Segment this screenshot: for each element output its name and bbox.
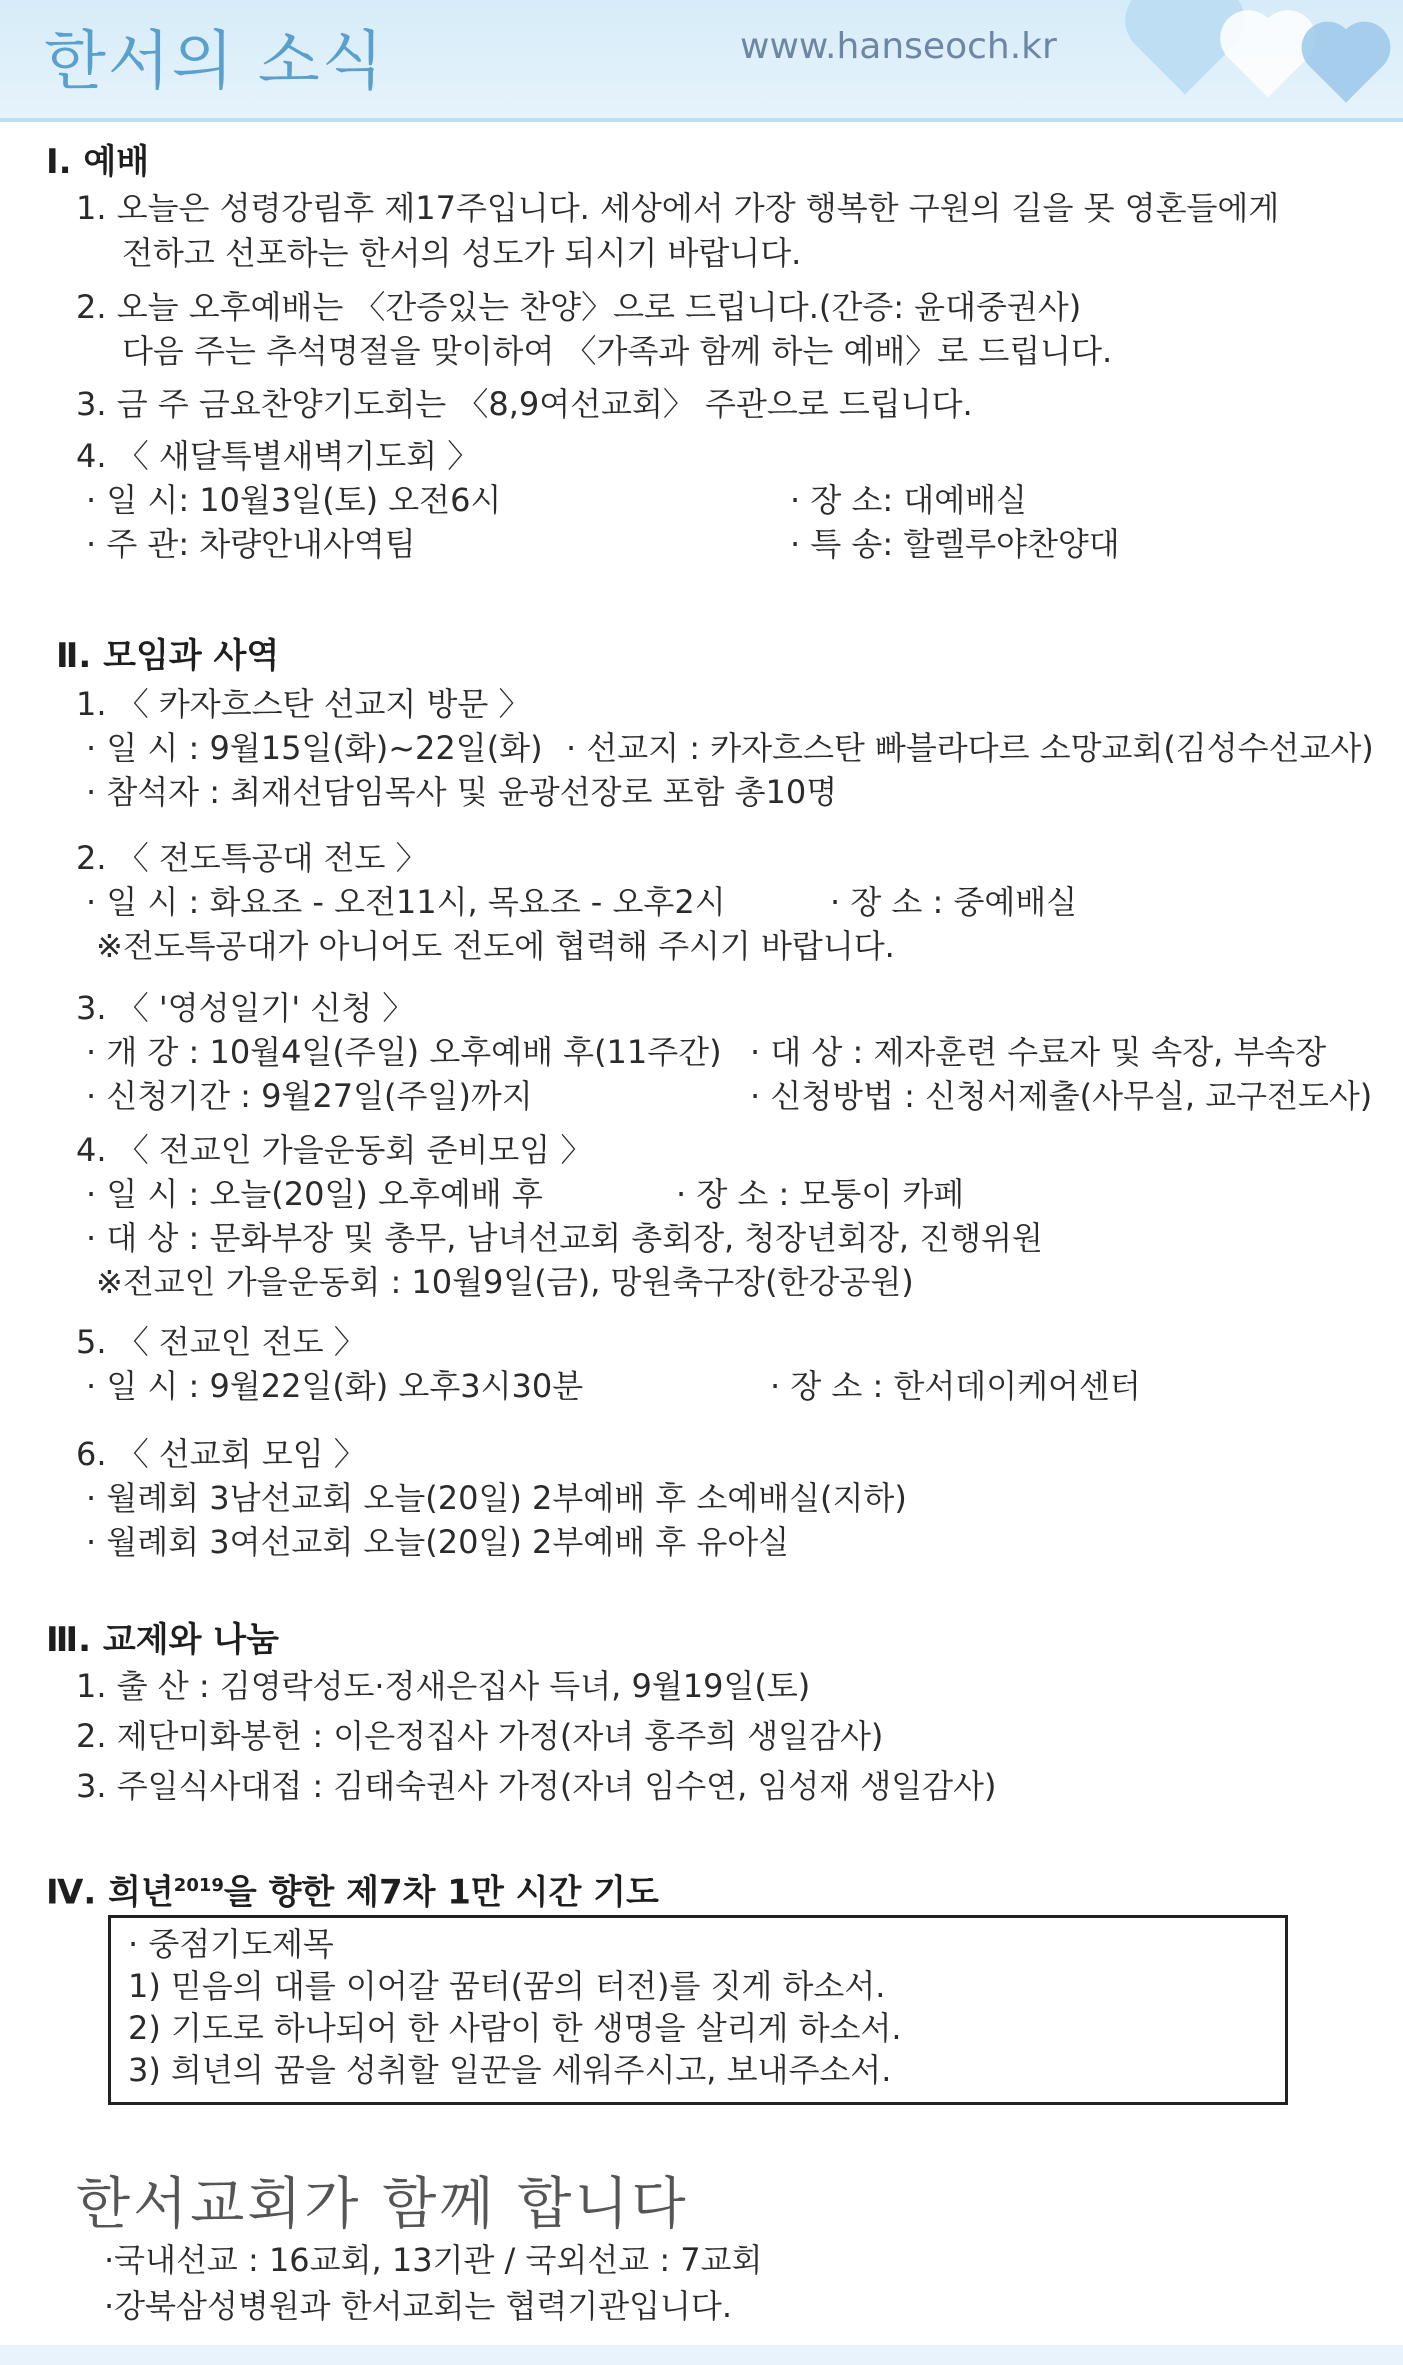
footer-missions: ·국내선교 : 16교회, 13기관 / 국외선교 : 7교회 <box>104 2241 763 2279</box>
worship-item-1: 1. 오늘은 성령강림후 제17주입니다. 세상에서 가장 행복한 구원의 길을 못 영혼들에게 <box>76 189 1280 227</box>
heart-decoration-icon <box>1136 0 1235 94</box>
ministry-item-5-date: · 일 시 : 9월22일(화) 오후3시30분 <box>86 1367 584 1405</box>
ministry-item-1: 1. 〈 카자흐스탄 선교지 방문 〉 <box>76 685 531 723</box>
heart-decoration-icon <box>1228 18 1307 97</box>
ministry-item-3-target: · 대 상 : 제자훈련 수료자 및 속장, 부속장 <box>750 1033 1327 1071</box>
worship-item-2: 2. 오늘 오후예배는 〈간증있는 찬양〉으로 드립니다.(간증: 윤대중권사) <box>76 288 1082 326</box>
section-fellowship-heading: Ⅲ. 교제와 나눔 <box>46 1620 279 1660</box>
ministry-item-3: 3. 〈 '영성일기' 신청 〉 <box>76 989 415 1027</box>
ministry-item-2: 2. 〈 전도특공대 전도 〉 <box>76 839 428 877</box>
ministry-item-6-women: · 월례회 3여선교회 오늘(20일) 2부예배 후 유아실 <box>86 1523 790 1561</box>
heart-decoration-icon <box>1309 29 1383 103</box>
worship-item-2-cont: 다음 주는 추석명절을 맞이하여 〈가족과 함께 하는 예배〉로 드립니다. <box>122 332 1113 370</box>
ministry-item-2-place: · 장 소 : 중예배실 <box>830 883 1078 921</box>
ministry-item-1-attendees: · 참석자 : 최재선담임목사 및 윤광선장로 포함 총10명 <box>86 773 838 811</box>
footer-title: 한서교회가 함께 합니다 <box>76 2172 689 2237</box>
worship-item-4-host: · 주 관: 차량안내사역팀 <box>86 525 416 563</box>
ministry-item-3-method: · 신청방법 : 신청서제출(사무실, 교구전도사) <box>750 1077 1373 1115</box>
section-prayer-heading: Ⅳ. 희년$^{2019}$을 향한 제7차 1만 시간 기도 <box>46 1872 659 1913</box>
ministry-item-6-men: · 월례회 3남선교회 오늘(20일) 2부예배 후 소예배실(지하) <box>86 1479 907 1517</box>
ministry-item-1-mission: · 선교지 : 카자흐스탄 빠블라다르 소망교회(김성수선교사) <box>566 729 1374 767</box>
fellowship-item-1: 1. 출 산 : 김영락성도·정새은집사 득녀, 9월19일(토) <box>76 1667 811 1705</box>
worship-item-4: 4. 〈 새달특별새벽기도회 〉 <box>76 437 480 475</box>
page-header <box>0 0 1403 122</box>
prayer-box-title: · 중점기도제목 <box>128 1925 334 1963</box>
ministry-item-5-place: · 장 소 : 한서데이케어센터 <box>770 1367 1141 1405</box>
ministry-item-5: 5. 〈 전교인 전도 〉 <box>76 1323 366 1361</box>
ministry-item-1-date: · 일 시 : 9월15일(화)~22일(화) <box>86 729 543 767</box>
section-worship-heading: Ⅰ. 예배 <box>46 142 150 182</box>
prayer-item-3: 3) 희년의 꿈을 성취할 일꾼을 세워주시고, 보내주소서. <box>128 2051 892 2089</box>
newsletter-title: 한서의 소식 <box>44 25 386 99</box>
ministry-item-2-note: ※전도특공대가 아니어도 전도에 협력해 주시기 바랍니다. <box>96 927 895 965</box>
footer-bar <box>0 2345 1403 2365</box>
footer-partner: ·강북삼성병원과 한서교회는 협력기관입니다. <box>104 2287 733 2325</box>
fellowship-item-3: 3. 주일식사대접 : 김태숙권사 가정(자녀 임수연, 임성재 생일감사) <box>76 1767 997 1805</box>
fellowship-item-2: 2. 제단미화봉헌 : 이은정집사 가정(자녀 홍주희 생일감사) <box>76 1717 884 1755</box>
worship-item-4-date: · 일 시: 10월3일(토) 오전6시 <box>86 481 502 519</box>
section-ministry-heading: Ⅱ. 모임과 사역 <box>56 636 280 676</box>
worship-item-1-cont: 전하고 선포하는 한서의 성도가 되시기 바랍니다. <box>122 234 802 272</box>
ministry-item-6: 6. 〈 선교회 모임 〉 <box>76 1435 366 1473</box>
prayer-item-2: 2) 기도로 하나되어 한 사람이 한 생명을 살리게 하소서. <box>128 2009 902 2047</box>
ministry-item-2-date: · 일 시 : 화요조 - 오전11시, 목요조 - 오후2시 <box>86 883 726 921</box>
ministry-item-4-target: · 대 상 : 문화부장 및 총무, 남녀선교회 총회장, 청장년회장, 진행위원 <box>86 1219 1043 1257</box>
worship-item-3: 3. 금 주 금요찬양기도회는 〈8,9여선교회〉 주관으로 드립니다. <box>76 385 973 423</box>
worship-item-4-special: · 특 송: 할렐루야찬양대 <box>790 525 1120 563</box>
ministry-item-4: 4. 〈 전교인 가을운동회 준비모임 〉 <box>76 1131 593 1169</box>
ministry-item-4-place: · 장 소 : 모퉁이 카페 <box>676 1175 965 1213</box>
ministry-item-3-start: · 개 강 : 10월4일(주일) 오후예배 후(11주간) <box>86 1033 722 1071</box>
ministry-item-3-period: · 신청기간 : 9월27일(주일)까지 <box>86 1077 533 1115</box>
ministry-item-4-date: · 일 시 : 오늘(20일) 오후예배 후 <box>86 1175 543 1213</box>
worship-item-4-place: · 장 소: 대예배실 <box>790 481 1027 519</box>
prayer-item-1: 1) 믿음의 대를 이어갈 꿈터(꿈의 터전)를 짓게 하소서. <box>128 1967 886 2005</box>
ministry-item-4-note: ※전교인 가을운동회 : 10월9일(금), 망원축구장(한강공원) <box>96 1263 914 1301</box>
website-link[interactable]: www.hanseoch.kr <box>740 26 1057 67</box>
